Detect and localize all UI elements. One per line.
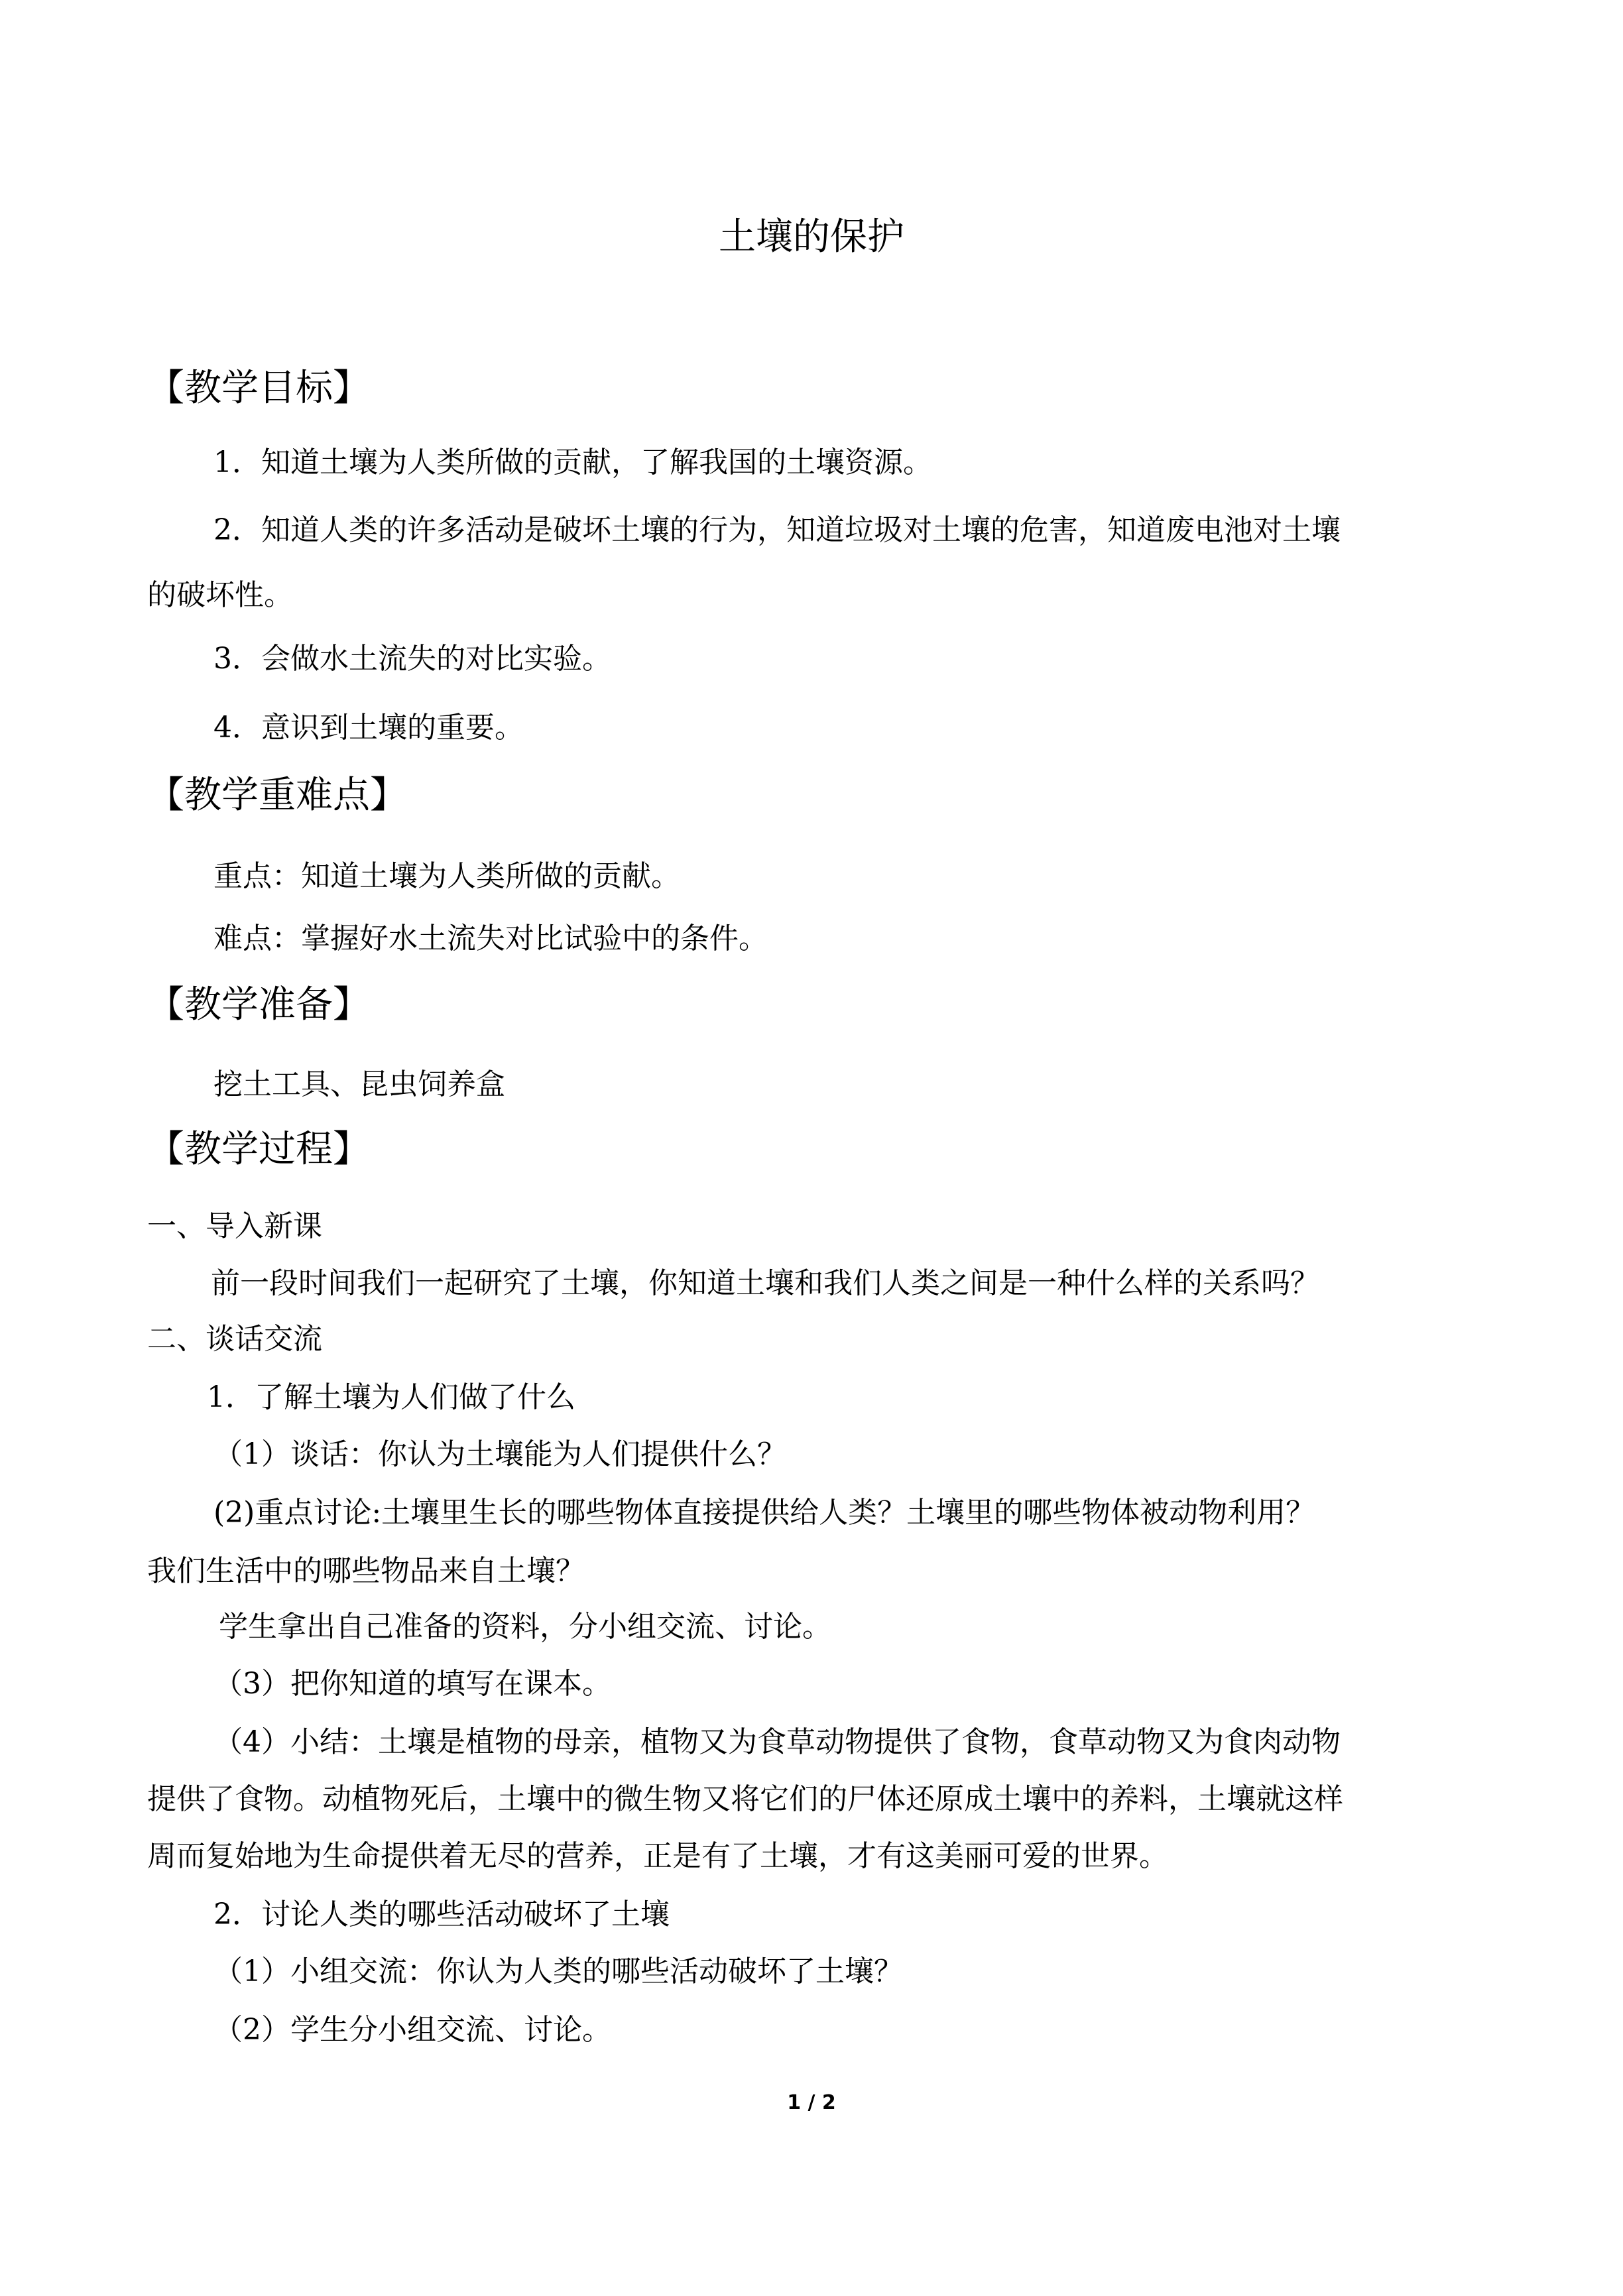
process-text: 周而复始地为生命提供着无尽的营养，正是有了土壤，才有这美丽可爱的世界。 [147,1839,1168,1873]
page-number: 1 / 2 [787,2091,836,2114]
process-step-discussion: 二、谈话交流 [147,1322,322,1356]
document-title: 土壤的保护 [719,215,904,259]
goal-item-2-continued: 的破坏性。 [147,578,293,612]
process-text: 我们生活中的哪些物品来自土壤？ [147,1554,585,1588]
section-heading-goals: 【教学目标】 [147,367,370,410]
process-text: （4）小结：土壤是植物的母亲，植物又为食草动物提供了食物，食草动物又为食肉动物 [213,1725,1341,1759]
key-point-item: 重点：知道土壤为人类所做的贡献。 [213,859,680,893]
process-text: (2)重点讨论:土壤里生长的哪些物体直接提供给人类？土壤里的哪些物体被动物利用？ [213,1496,1315,1530]
goal-item-4: 4．意识到土壤的重要。 [213,711,524,745]
process-text: 提供了食物。动植物死后，土壤中的微生物又将它们的尸体还原成土壤中的养料，土壤就这样 [147,1782,1343,1816]
section-heading-process: 【教学过程】 [147,1128,370,1171]
process-text: （1）小组交流：你认为人类的哪些活动破坏了土壤？ [213,1955,903,1988]
process-text: 学生拿出自己准备的资料，分小组交流、讨论。 [219,1610,831,1644]
section-heading-preparation: 【教学准备】 [147,983,370,1026]
process-text: （2）学生分小组交流、讨论。 [213,2013,611,2047]
goal-item-3: 3．会做水土流失的对比实验。 [213,642,611,676]
process-step-intro: 一、导入新课 [147,1209,322,1243]
difficult-point-item: 难点：掌握好水土流失对比试验中的条件。 [213,922,768,955]
process-text: 前一段时间我们一起研究了土壤，你知道土壤和我们人类之间是一种什么样的关系吗？ [211,1266,1319,1300]
goal-item-2: 2．知道人类的许多活动是破坏土壤的行为，知道垃圾对土壤的危害，知道废电池对土壤 [213,513,1341,547]
goal-item-1: 1．知道土壤为人类所做的贡献，了解我国的土壤资源。 [213,446,932,479]
preparation-item: 挖土工具、昆虫饲养盒 [213,1067,505,1101]
process-subsection-2: 2．讨论人类的哪些活动破坏了土壤 [213,1898,670,1931]
process-text: （1）谈话：你认为土壤能为人们提供什么？ [213,1437,786,1471]
process-text: （3）把你知道的填写在课本。 [213,1667,611,1701]
process-subsection-1: 1．了解土壤为人们做了什么 [207,1380,575,1414]
section-heading-key-points: 【教学重难点】 [147,774,407,817]
